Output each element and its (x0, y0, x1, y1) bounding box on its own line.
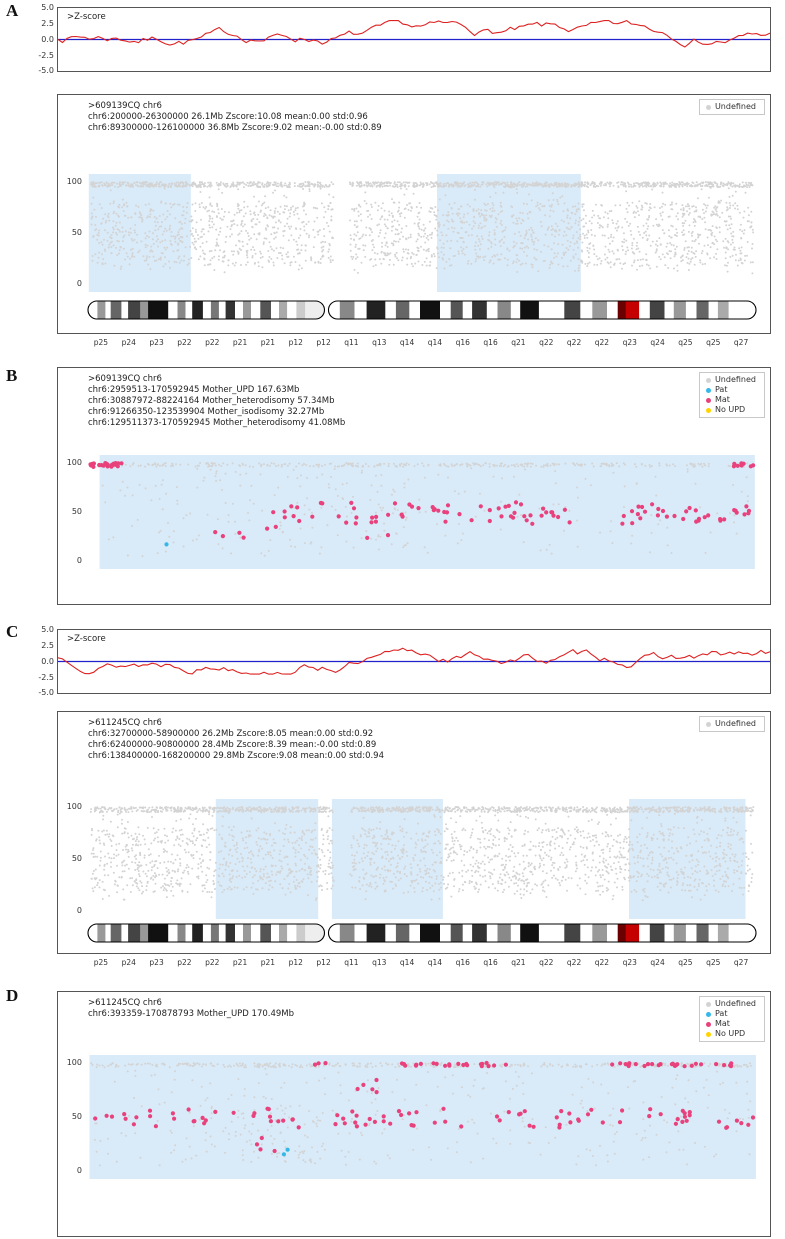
y-tick: 50 (71, 228, 82, 237)
legend-label: No UPD (714, 1029, 746, 1038)
band-label: q16 (455, 338, 470, 347)
y-tick: 100 (66, 1058, 82, 1067)
band-label: q11 (344, 958, 359, 967)
y-tick: -5.0 (38, 66, 54, 75)
band-label: p25 (93, 958, 109, 967)
chart-title: >611245CQ chr6 (88, 718, 162, 728)
y-tick: -2.5 (38, 51, 54, 60)
legend-d (699, 996, 765, 1042)
band-label: q22 (594, 338, 610, 347)
zscore-y-axis-c (24, 625, 54, 697)
band-label: q22 (539, 958, 554, 967)
y-tick: -5.0 (38, 688, 54, 697)
y-tick: -2.5 (38, 673, 54, 682)
zscore-chart-c (38, 625, 771, 697)
band-label: q13 (372, 338, 387, 347)
annotation-block (88, 374, 345, 429)
mat-dot-icon (706, 398, 711, 403)
annotation-line: chr6:62400000-90800000 28.4Mb Zscore:8.39 mean:-0.00 std:0.89 (88, 740, 377, 750)
annotation-line: chr6:2959513-170592945 Mother_UPD 167.63Mb (88, 385, 300, 395)
zscore-title: >Z-score (67, 634, 106, 644)
band-label: p21 (232, 338, 248, 347)
legend-label: No UPD (714, 405, 746, 414)
band-label: p12 (288, 338, 303, 347)
y-tick: 100 (66, 802, 82, 811)
undefined-dot-icon (706, 378, 711, 383)
band-label: q21 (511, 958, 526, 967)
band-label: q25 (706, 958, 721, 967)
annotation-block (88, 718, 384, 762)
band-label: q14 (427, 958, 443, 967)
cytoband-axis-c (57, 958, 771, 970)
y-tick: 2.5 (41, 19, 54, 28)
no-upd-dot-icon (706, 1032, 711, 1037)
band-label: p23 (149, 338, 164, 347)
band-label: p21 (232, 958, 248, 967)
legend-b (699, 372, 765, 418)
y-tick: 0 (76, 279, 82, 288)
upd-scatter-chart-d (57, 991, 771, 1237)
band-label: p21 (260, 958, 276, 967)
band-label: q21 (511, 338, 526, 347)
band-label: p12 (316, 958, 331, 967)
band-label: q27 (733, 958, 749, 967)
band-label: p23 (149, 958, 164, 967)
legend-label: Undefined (714, 999, 756, 1008)
legend-a (699, 99, 765, 115)
y-tick: 100 (66, 458, 82, 467)
panel-label-d: D (6, 986, 19, 1005)
band-label: q25 (706, 338, 721, 347)
legend-label: Undefined (714, 719, 756, 728)
band-label: p21 (260, 338, 276, 347)
legend-label: Pat (714, 385, 728, 394)
band-label: q23 (622, 958, 637, 967)
cytoband-axis-a (57, 338, 771, 350)
band-label: p12 (316, 338, 331, 347)
y-tick: 0.0 (41, 657, 54, 666)
band-label: q14 (399, 338, 415, 347)
zscore-plot-c (58, 630, 770, 693)
band-label: q22 (566, 338, 582, 347)
y-tick: 2.5 (41, 641, 54, 650)
undefined-dot-icon (706, 105, 711, 110)
y-tick: 5.0 (41, 3, 54, 12)
pat-dot-icon (706, 388, 711, 393)
annotation-block (88, 998, 294, 1020)
band-label: q14 (427, 338, 443, 347)
band-label: q11 (344, 338, 359, 347)
scatter-plot-d (58, 992, 770, 1236)
panel-label-b: B (6, 366, 18, 385)
y-axis-a (60, 95, 82, 333)
upd-scatter-chart-b (57, 367, 771, 605)
band-label: q23 (622, 338, 637, 347)
chart-title: >611245CQ chr6 (88, 998, 162, 1008)
legend-label: Pat (714, 1009, 728, 1018)
y-tick: 0.0 (41, 35, 54, 44)
band-label: q27 (733, 338, 749, 347)
legend-label: Mat (714, 1019, 730, 1028)
annotation-line: chr6:91266350-123539904 Mother_isodisomy 32.27Mb (88, 407, 325, 417)
band-label: q24 (650, 958, 665, 967)
band-label: q25 (678, 958, 693, 967)
annotation-line: chr6:393359-170878793 Mother_UPD 170.49Mb (88, 1009, 295, 1019)
zscore-plot-a (58, 8, 770, 71)
y-tick: 50 (71, 854, 82, 863)
band-label: p22 (177, 338, 192, 347)
y-tick: 0 (76, 906, 82, 915)
band-label: p22 (177, 958, 192, 967)
band-label: q16 (455, 958, 470, 967)
band-label: q22 (566, 958, 582, 967)
annotation-block (88, 101, 382, 134)
band-label: p12 (288, 958, 303, 967)
y-tick: 0 (76, 1166, 82, 1175)
band-label: q22 (594, 958, 610, 967)
y-axis-b (60, 368, 82, 604)
band-label: q24 (650, 338, 665, 347)
band-label: p24 (121, 338, 136, 347)
legend-label: Undefined (714, 375, 756, 384)
zscore-y-axis-a (24, 3, 54, 75)
undefined-dot-icon (706, 722, 711, 727)
pat-dot-icon (706, 1012, 711, 1017)
panel-label-c: C (6, 622, 19, 641)
band-label: p25 (93, 338, 109, 347)
annotation-line: chr6:32700000-58900000 26.2Mb Zscore:8.05 mean:0.00 std:0.92 (88, 729, 374, 739)
undefined-dot-icon (706, 1002, 711, 1007)
band-label: q13 (372, 958, 387, 967)
panel-label-a: A (6, 1, 19, 20)
y-axis-c (60, 712, 82, 953)
annotation-line: chr6:129511373-170592945 Mother_heterodisomy 41.08Mb (88, 418, 346, 428)
chart-title: >609139CQ chr6 (88, 101, 162, 111)
band-label: p22 (205, 338, 220, 347)
legend-label: Undefined (714, 102, 756, 111)
band-label: q16 (483, 958, 498, 967)
annotation-line: chr6:89300000-126100000 36.8Mb Zscore:9.02 mean:-0.00 std:0.89 (88, 123, 382, 133)
legend-label: Mat (714, 395, 730, 404)
no-upd-dot-icon (706, 408, 711, 413)
zscore-title: >Z-score (67, 12, 106, 22)
y-tick: 0 (76, 556, 82, 565)
band-label: q22 (539, 338, 554, 347)
annotation-line: chr6:200000-26300000 26.1Mb Zscore:10.08 mean:0.00 std:0.96 (88, 112, 368, 122)
zscore-chart-a (38, 3, 771, 75)
band-label: p22 (205, 958, 220, 967)
band-label: q14 (399, 958, 415, 967)
y-axis-d (60, 992, 82, 1236)
mat-dot-icon (706, 1022, 711, 1027)
annotation-line: chr6:30887972-88224164 Mother_heterodisomy 57.34Mb (88, 396, 335, 406)
band-label: q25 (678, 338, 693, 347)
y-tick: 50 (71, 1112, 82, 1121)
chart-title: >609139CQ chr6 (88, 374, 162, 384)
band-label: p24 (121, 958, 136, 967)
upd-scatter-chart-c (57, 711, 771, 954)
y-tick: 5.0 (41, 625, 54, 634)
upd-scatter-chart-a (57, 94, 771, 334)
y-tick: 100 (66, 177, 82, 186)
band-label: q16 (483, 338, 498, 347)
annotation-line: chr6:138400000-168200000 29.8Mb Zscore:9.08 mean:0.00 std:0.94 (88, 751, 384, 761)
legend-c (699, 716, 765, 732)
y-tick: 50 (71, 507, 82, 516)
